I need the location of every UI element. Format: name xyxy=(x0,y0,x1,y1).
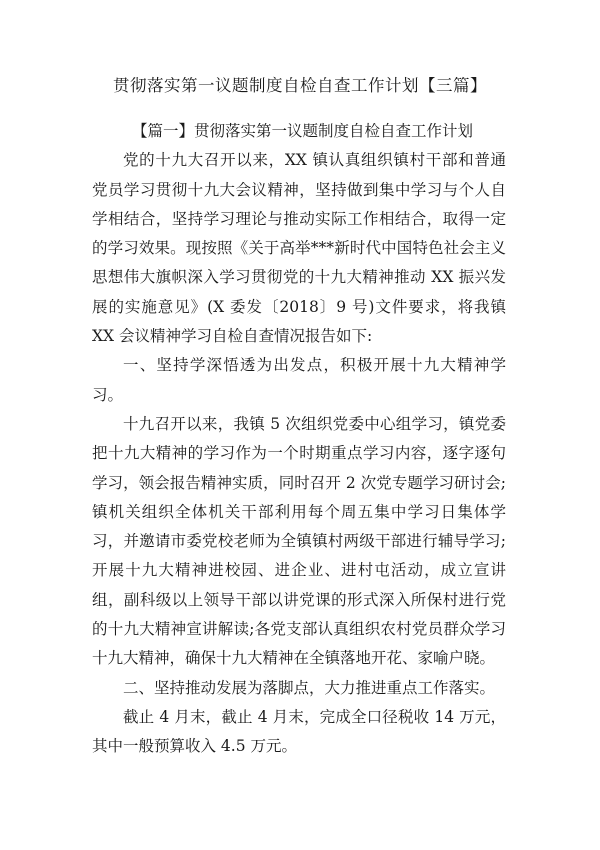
paragraph-intro: 党的十九大召开以来，XX 镇认真组织镇村干部和普通党员学习贯彻十九大会议精神，坚持做到集中学习与个人自学相结合，坚持学习理论与推动实际工作相结合，取得一定的学习效果。现按照《关于高举***新时代中国特色社会主义思想伟大旗帜深入学习贯彻党的十九大精神推动 XX 振兴发展的实施意见》(X 委发〔2018〕9 号)文件要求，将我镇 XX 会议精神学习自检自查情况报告如下: xyxy=(92,151,506,346)
paragraph-study-activities: 十九召开以来，我镇 5 次组织党委中心组学习，镇党委把十九大精神的学习作为一个时期重点学习内容，逐字逐句学习，领会报告精神实质，同时召开 2 次党专题学习研讨会;镇机关组织全体机关干部利用每个周五集中学习日集体学习，并邀请市委党校老师为全镇镇村两级干部进行辅导学习;开展十九大精神进校园、进企业、进村屯活动，成立宣讲组，副科级以上领导干部以讲党课的形式深入所保村进行党的十九大精神宣讲解读;各党支部认真组织农村党员群众学习十九大精神，确保十九大精神在全镇落地开花、家喻户晓。 xyxy=(92,414,506,668)
section-subtitle: 【篇一】贯彻落实第一议题制度自检自查工作计划 xyxy=(132,122,474,140)
heading-section-two: 二、坚持推动发展为落脚点，大力推进重点工作落实。 xyxy=(123,678,496,697)
heading-section-one: 一、坚持学深悟透为出发点，积极开展十九大精神学习。 xyxy=(92,356,506,404)
document-title: 贯彻落实第一议题制度自检自查工作计划【三篇】 xyxy=(113,76,487,95)
paragraph-tax-revenue: 截止 4 月末，截止 4 月末，完成全口径税收 14 万元，其中一般预算收入 4.5 万元。 xyxy=(92,707,506,756)
document-body xyxy=(92,117,506,762)
